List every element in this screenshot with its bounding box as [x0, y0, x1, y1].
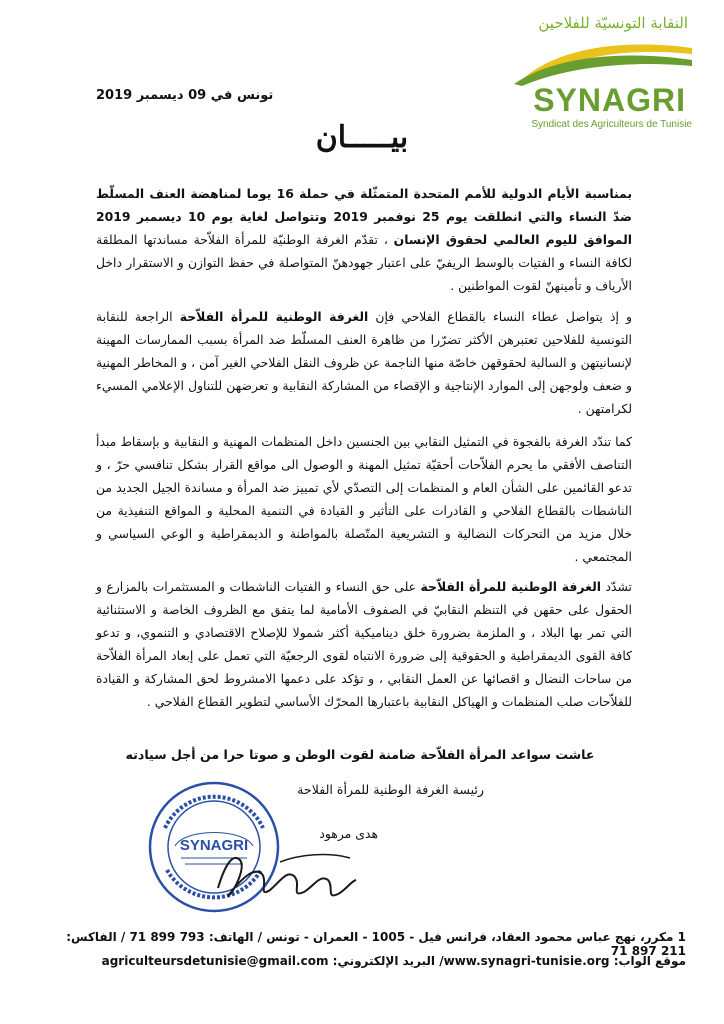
logo-swoosh-graphic: [494, 38, 694, 86]
paragraph-2-bold: الغرفة الوطنية للمرأة الفلاّحة: [179, 309, 369, 324]
svg-text:SYNAGRI: SYNAGRI: [179, 837, 249, 854]
paragraph-2-post: الراجعة للنقابة التونسية للفلاحين تعتبرهن الأكثر تضرّرا من ظاهرة العنف المسلّط ضد المرأة بسبب الممارسات المهينة لإنسانيتهن و السالبة لحقوقهن خاصّة منها الناجمة عن ظروف النقل الفلاحي الغير آمن ، و المخاطر المهنية و ضعف ولوجهن إلى الموارد الإنتاجية و الإقصاء من المشاركة النقابية و تعرضهن للتناول الإعلامي المسيء لكرامتهن .: [96, 309, 632, 416]
paragraph-4-post: على حق النساء و الفتيات الناشطات و المستثمرات بالمزارع و الحقول على حقهن في التنظم النقابيّ في الصفوف الأمامية لما يتفق مع الظروف الخاصة و الاستثنائية التي تمر بها البلاد ، و الملزمة بضرورة خلق ديناميكية أكثر شمولا للإصلاح الاقتصادي و التنموي، و تدعو كافة القوى الديمقراطية و الحقوقية إلى ضرورة الانتباه لقوى الرجعيّة التي تعمل على إبعاد المرأة الفلاّحة من ساحات النضال و اقصائها عن العمل النقابي ، و تؤكد على دعمها الامشروط لحق المشاركة و القيادة للفلاّحات صلب المنظمات و الهياكل النقابية باعتبارها المحرّك الأساسي لتطوير القطاع الفلاحي .: [96, 579, 632, 709]
paragraph-2-pre: و إذ يتواصل عطاء النساء بالقطاع الفلاحي فإن: [375, 309, 632, 324]
paragraph-2: [96, 305, 632, 420]
logo-subtitle: Syndicat des Agriculteurs de Tunisie: [531, 119, 692, 130]
paragraph-4-bold: الغرفة الوطنية للمرأة الفلاّحة: [420, 579, 602, 594]
signatory-name: هدى مرهود: [319, 826, 378, 841]
logo-wordmark: SYNAGRI: [533, 82, 686, 118]
paragraph-1-text: ، تقدّم الغرفة الوطنيّة للمرأة الفلاّحة مساندتها المطلقة لكافة النساء و الفتيات بالوسط الريفيّ على اعتبار جهودهنّ المتواصلة في حفظ التوازن و الاستقرار داخل الأرياف و تأمينهنّ لقوت المواطنين .: [96, 232, 632, 293]
paragraph-4: [96, 575, 632, 713]
document-date: تونس في 09 ديسمبر 2019: [96, 88, 274, 103]
paragraph-4-pre: تشدّد: [605, 579, 632, 594]
closing-slogan: عاشت سواعد المرأة الفلاّحة ضامنة لقوت الوطن و صوتا حرا من أجل سيادته: [125, 747, 595, 762]
synagri-logo: [494, 14, 694, 134]
footer-web-email: موقع الواب: www.synagri-tunisie.org/ البريد الإلكتروني: agriculteursdetunisie@gmail.com: [101, 954, 686, 968]
footer-address: 1 مكرر، نهج عباس محمود العقاد، فرانس فيل - 1005 - العمران - تونس / الهاتف: 793 899 71 / الفاكس: 211 897 71: [66, 930, 686, 958]
logo-arabic-name: النقابة التونسيّة للفلاحين: [538, 14, 688, 32]
paragraph-3: [96, 430, 632, 568]
paragraph-1-bold: بمناسبة الأيام الدولية للأمم المتحدة المتمثّلة في حملة 16 يوما لمناهضة العنف المسلّط ضدّ النساء والتي انطلقت يوم 25 نوفمبر 2019 وتتواصل لغاية يوم 10 ديسمبر 2019 الموافق لليوم العالمي لحقوق الإنسان: [96, 186, 633, 247]
document-title: بيـــــان: [315, 120, 409, 155]
handwritten-signature: [210, 840, 360, 910]
signatory-role: رئيسة الغرفة الوطنية للمرأة الفلاحة: [297, 782, 484, 797]
paragraph-1: [96, 182, 632, 297]
paragraph-3-text: كما تندّد الغرفة بالفجوة في التمثيل النقابي بين الجنسين داخل المنظمات المهنية و النقابية و بإسقاط مبدأ التناصف الأفقي ما يحرم الفلاّحات أحقيّة تمثيل المهنة و الوصول الى مواقع القرار بشكل تنافسي حرّ ، و تدعو القائمين على الشأن العام و المنظمات إلى التصدّي لأي تمييز ضد المرأة و مساندة الجيل الجديد من الناشطات بالقطاع الفلاحي و القادرات على التأثير و القيادة في التنمية المحلية و المواقع التنفيذية من خلال مزيد من التحركات النضالية و التشريعية المتّصلة بالمواطنة و الديمقراطية و الوعي السياسي و المجتمعي .: [96, 434, 632, 564]
